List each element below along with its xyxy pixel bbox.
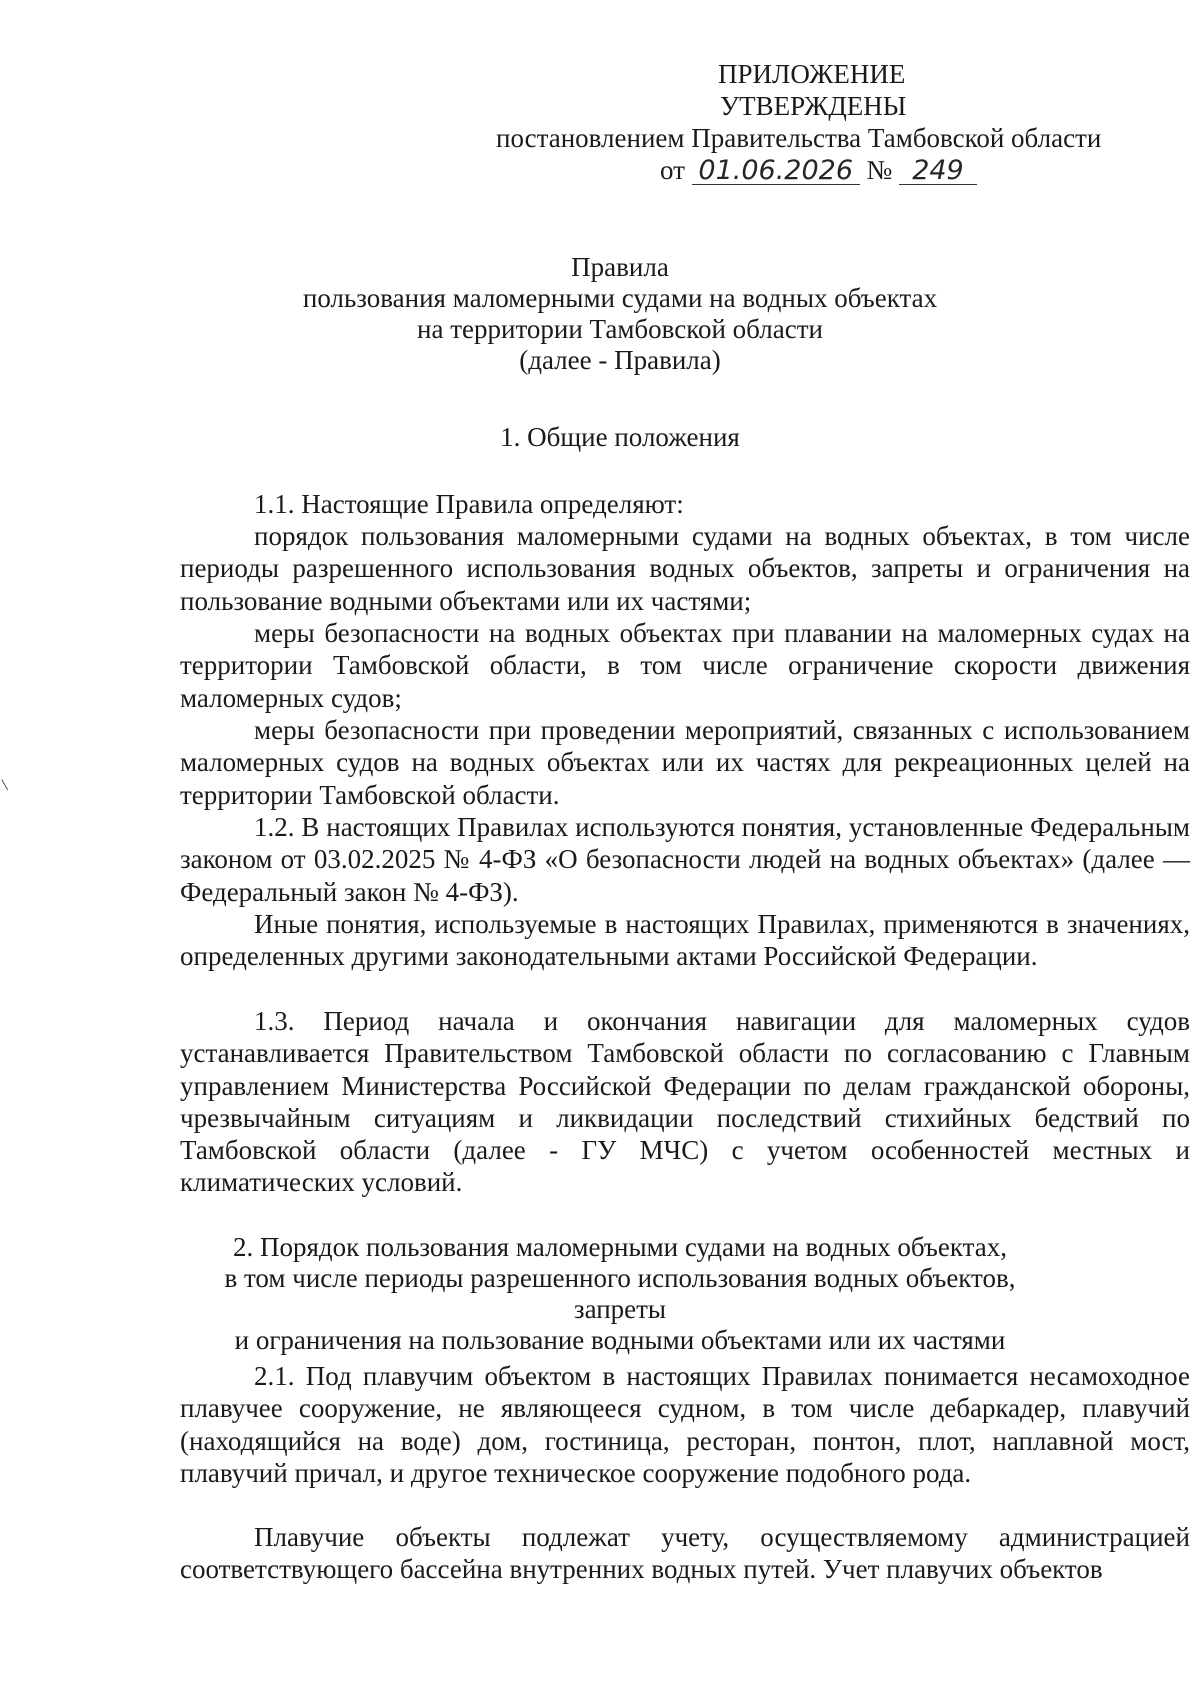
section-2-heading <box>180 1232 1060 1356</box>
section-1-heading <box>180 422 1060 453</box>
section-2-heading-line-2: в том числе периоды разрешенного использования водных объектов, запреты <box>224 1263 1016 1324</box>
paragraph-1-2-b: Иные понятия, используемые в настоящих Правилах, применяются в значениях, определенных другими законодательными актами Российской Федерации. <box>180 909 1190 972</box>
paragraph-1-2: 1.2. В настоящих Правилах используются понятия, установленные Федеральным законом от 03.02.2025 № 4-ФЗ «О безопасности людей на водных объектах» (далее — Федеральный закон № 4-ФЗ). <box>180 812 1190 907</box>
paragraph-1-1-b: меры безопасности на водных объектах при плавании на маломерных судах на территории Тамбовской области, в том числе ограничение скорости движения маломерных судов; <box>180 618 1190 713</box>
decree-reference: постановлением Правительства Тамбовской области <box>496 123 1102 153</box>
paragraph-2-1: 2.1. Под плавучим объектом в настоящих Правилах понимается несамоходное плавучее сооружение, не являющееся судном, в том числе дебаркадер, плавучий (находящийся на воде) дом, гостиница, ресторан, понтон, плот, наплавной мост, плавучий причал, и другое техническое сооружение подобного рода. <box>180 1361 1190 1488</box>
scan-margin-mark <box>1 778 10 790</box>
decree-date-line <box>450 154 1150 186</box>
approval-header <box>450 58 1150 186</box>
appendix-label: ПРИЛОЖЕНИЕ <box>718 59 906 89</box>
section-1-heading-text: 1. Общие положения <box>500 422 740 452</box>
paragraph-1-3: 1.3. Период начала и окончания навигации для маломерных судов устанавливается Правительством Тамбовской области по согласованию с Главным управлением Министерства Российской Федерации по делам гражданской обороны, чрезвычайным ситуациям и ликвидации последствий стихийных бедствий по Тамбовской области (далее - ГУ МЧС) с учетом особенностей местных и климатических условий. <box>180 1006 1190 1198</box>
document-title <box>180 252 1060 376</box>
title-line-3: на территории Тамбовской области <box>417 314 823 344</box>
paragraph-2-1-b: Плавучие объекты подлежат учету, осуществляемому администрацией соответствующего бассейна внутренних водных путей. Учет плавучих объектов <box>180 1522 1190 1585</box>
handwritten-number: 249 <box>899 158 977 185</box>
paragraph-1-1-a: порядок пользования маломерными судами на водных объектах, в том числе периоды разрешенного использования водных объектов, запреты и ограничения на пользование водными объектами или их частями; <box>180 521 1190 616</box>
handwritten-date: 01.06.2026 <box>692 158 860 185</box>
title-line-1: Правила <box>571 252 669 282</box>
title-line-4: (далее - Правила) <box>519 345 721 375</box>
section-2-heading-line-3: и ограничения на пользование водными объектами или их частями <box>234 1325 1006 1355</box>
title-line-2: пользования маломерными судами на водных объектах <box>302 283 938 313</box>
paragraph-1-1-c: меры безопасности при проведении мероприятий, связанных с использованием маломерных судов на водных объектах или их частях для рекреационных целей на территории Тамбовской области. <box>180 715 1190 810</box>
approved-label: УТВЕРЖДЕНЫ <box>720 91 907 121</box>
section-2-heading-line-1: 2. Порядок пользования маломерными судами на водных объектах, <box>233 1232 1007 1262</box>
paragraph-1-1: 1.1. Настоящие Правила определяют: <box>254 489 684 519</box>
number-sign: № <box>866 155 893 185</box>
date-prefix: от <box>660 155 685 185</box>
